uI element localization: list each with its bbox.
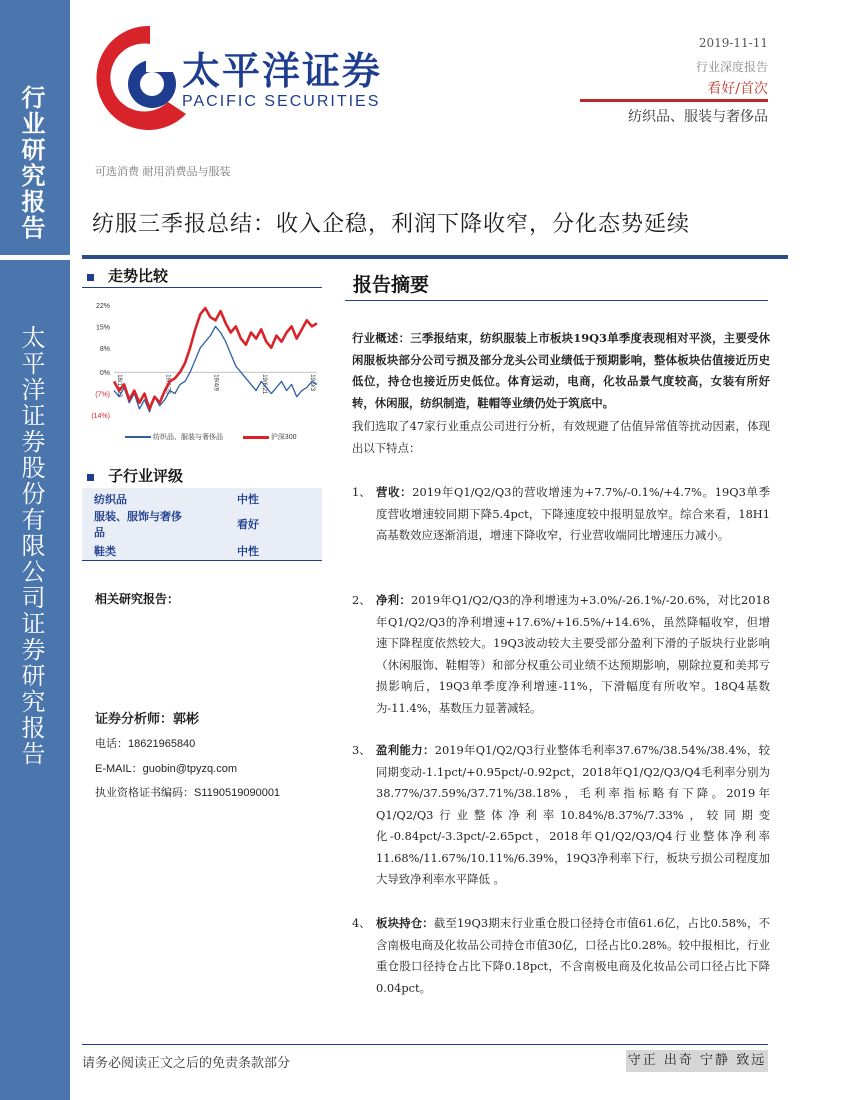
sub-industry-table (82, 488, 322, 561)
category-label: 可选消费 耐用消费品与服装 (95, 165, 231, 178)
x-tick-label: 19/4/9 (212, 374, 219, 391)
sub-industry-heading: 子行业评级 (87, 465, 183, 486)
summary-divider (345, 300, 768, 301)
sidebar (0, 0, 70, 1100)
report-date: 2019-11-11 (698, 36, 768, 50)
trend-heading: 走势比较 (87, 265, 168, 286)
analyst-phone: 电话：18621965840 (95, 738, 196, 750)
table-row-name: 服装、服饰与奢侈品 (94, 510, 182, 539)
chart-legend (125, 432, 297, 442)
summary-intro: 我们选取了47家行业重点公司进行分析，有效规避了估值异常值等扰动因素，体现出以下特点： (352, 419, 770, 455)
series-line-sector (114, 326, 317, 412)
y-tick-label: 8% (99, 345, 110, 353)
x-tick-label: 18/11/12 (116, 374, 122, 398)
y-tick-label: (7%) (95, 391, 110, 399)
legend-label-index: 沪深300 (270, 434, 297, 441)
report-type: 行业深度报告 (695, 60, 768, 74)
table-row-name: 纺织品 (94, 493, 127, 506)
summary-item-holdings: 4、 板块持仓：截至19Q3期末行业重仓股口径持仓市值61.6亿，占比0.58%，不含南极电商及化妆品公司持仓市值30亿，口径占比0.28%。较中报相比，行业重仓股口径持仓占比下降0.18pct，不含南极电商及化妆品公司口径占比下降0.04pct。 (352, 916, 770, 995)
sidebar-company-name: 太平洋证券股份有限公司证券研究报告 (17, 325, 45, 767)
x-tick-label: 19/1/25 (164, 374, 171, 395)
summary-item-revenue: 1、 营收：2019年Q1/Q2/Q3的营收增速为+7.7%/-0.1%/+4.7%。19Q3单季度营收增速较同期下降5.4pct，下降速度较中报明显放窄。综合来看，18H1高基数效应逐渐消退，增速下降收窄，行业营收端同比增速压力减小。 (352, 485, 770, 542)
x-tick-label: 19/9/3 (309, 374, 315, 391)
y-tick-label: 0% (99, 370, 110, 378)
analyst-cert: 执业资格证书编码：S1190519090001 (95, 787, 281, 799)
footer-motto: 守正 出奇 宁静 致远 (626, 1050, 768, 1072)
summary-item-profitability: 3、 盈利能力：2019年Q1/Q2/Q3行业整体毛利率37.67%/38.54%/38.4%，较同期变动-1.1pct/+0.95pct/-0.92pct，2018年Q1/Q2/Q3/Q4毛利率分别为38.77%/37.59%/37.71%/38.18%，毛利率指标略有下降。2019年Q1/Q2/Q3行业整体净利率10.84%/8.37%/7.33%，较同期变化-0.84pct/-3.3pct/-2.65pct，2018年Q1/Q2/Q3/Q4行业整体净利率11.68%/11.67%/10.11%/6.39%，19Q3净利率下行，板块亏损公司程度加大导致净利率水平降低 。 (352, 743, 770, 886)
y-tick-label: 22% (95, 303, 110, 310)
table-row-rating: 看好 (237, 518, 259, 531)
summary-lead: 行业概述：三季报结束，纺织服装上市板块19Q3单季度表现相对平淡，主要受休闲服板块部分公司亏损及部分龙头公司业绩低于预期影响，整体板块估值接近历史低位，持仓也接近历史低位。体育运动，电商，化妆品景气度较高，女装有所好转，休闲服，纺织制造，鞋帽等业绩仍处于筑底中。 (352, 331, 770, 410)
summary-item-profit: 2、 净利：2019年Q1/Q2/Q3的净利增速为+3.0%/-26.1%/-20.6%，对比2018年Q1/Q2/Q3的净利增速+17.6%/+16.5%/+14.6%，虽然降幅收窄，但增速下降程度依然较大。19Q3波动较大主要受部分盈利下滑的子版块行业影响（休闲服饰、鞋帽等）和部分权重公司业绩不达预期影响，剔除拉夏和美邦亏损影响后，19Q3单季度净利增速-11%，下滑幅度有所收窄。18Q4基数为-11.4%，基数压力显著减轻。 (352, 593, 770, 715)
x-tick-label: 19/6/21 (260, 374, 267, 395)
footer-divider (82, 1044, 768, 1045)
title-divider (82, 255, 788, 259)
legend-swatch-sector (125, 436, 151, 438)
analyst-email: E-MAIL：guobin@tpyzq.com (95, 763, 238, 775)
footer-disclaimer: 请务必阅读正文之后的免责条款部分 (82, 1056, 291, 1071)
sidebar-report-type: 行业研究报告 (17, 85, 46, 241)
page-title: 纺服三季报总结：收入企稳，利润下降收窄，分化态势延续 (92, 212, 691, 237)
y-tick-label: 15% (95, 324, 110, 332)
table-row-rating: 中性 (237, 493, 259, 506)
logo-chinese-name: 太平洋证券 (182, 49, 383, 93)
bullet-square-icon (87, 274, 94, 281)
header-divider (580, 99, 768, 102)
industry-rating: 看好/首次 (707, 81, 768, 97)
sector-name: 纺织品、服装与奢侈品 (628, 109, 768, 125)
summary-heading: 报告摘要 (353, 274, 430, 296)
legend-label-sector: 纺织品、服装与奢侈品 (152, 434, 223, 441)
trend-chart (82, 295, 322, 455)
logo-english-name: PACIFIC SECURITIES (182, 93, 381, 110)
analyst-name: 证券分析师：郭彬 (95, 712, 200, 727)
related-reports-label: 相关研究报告： (95, 592, 180, 606)
bullet-square-icon (87, 474, 94, 481)
table-row-rating: 中性 (237, 545, 259, 558)
logo-emblem-icon (88, 18, 188, 138)
table-row-name: 鞋类 (94, 545, 116, 558)
y-tick-label: (14%) (91, 413, 110, 420)
trend-divider (82, 287, 322, 288)
series-line-index (114, 308, 317, 409)
legend-swatch-index (243, 436, 269, 439)
